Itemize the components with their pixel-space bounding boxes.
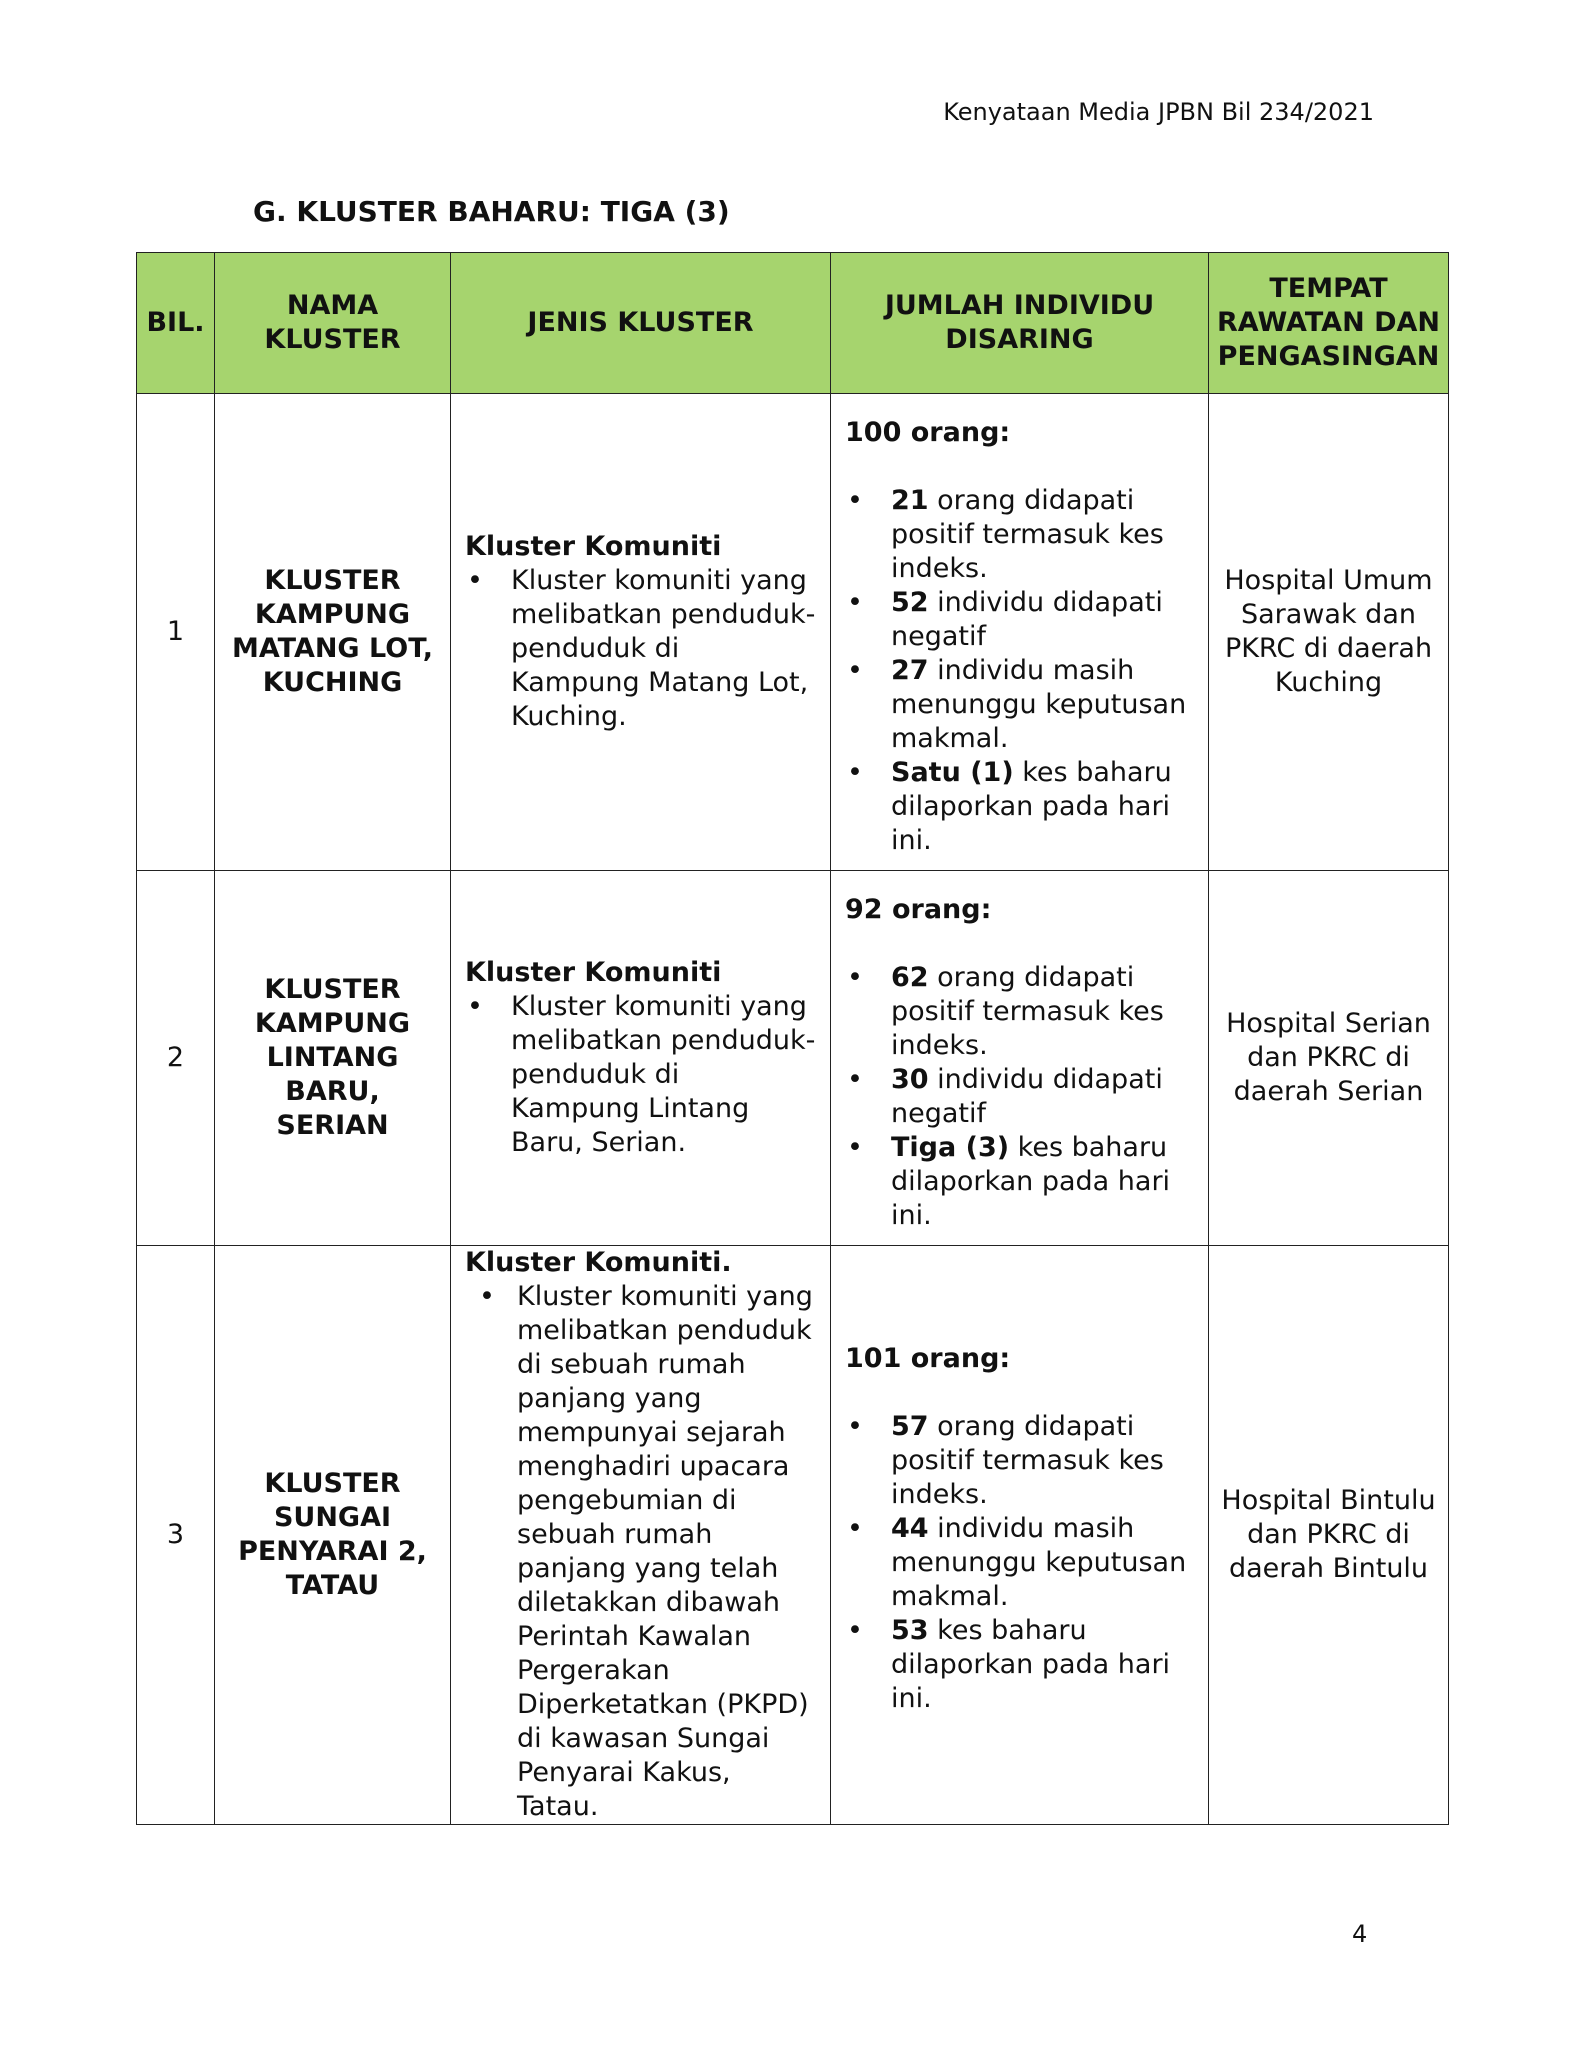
screening-total: 92 orang: <box>845 894 992 925</box>
header-bil: BIL. <box>137 253 215 394</box>
table-row <box>137 871 1449 1246</box>
table-row <box>137 394 1449 871</box>
table-header-row <box>137 253 1449 394</box>
screening-summary <box>831 1246 1209 1825</box>
treatment-place: Hospital Umum Sarawak dan PKRC di daerah Kuching <box>1209 394 1449 871</box>
section-title: G. KLUSTER BAHARU: TIGA (3) <box>253 195 730 228</box>
screening-item: • 30 individu didapati negatif <box>845 1063 1194 1131</box>
page-number: 4 <box>1352 1920 1368 1948</box>
cluster-type-description: • Kluster komuniti yang melibatkan penduduk di sebuah rumah panjang yang mempunyai sejarah menghadiri upacara pengebumian di sebuah rumah panjang yang telah diletakkan dibawah Perintah Kawalan Pergerakan Diperketatkan (PKPD) di kawasan Sungai Penyarai Kakus, Tatau. <box>465 1280 816 1824</box>
cluster-type-description: • Kluster komuniti yang melibatkan penduduk-penduduk di Kampung Matang Lot, Kuching. <box>465 564 816 734</box>
screening-item: • 53 kes baharu dilaporkan pada hari ini. <box>845 1614 1194 1716</box>
row-number: 3 <box>137 1246 215 1825</box>
cluster-type <box>451 1246 831 1825</box>
screening-total: 101 orang: <box>845 1343 1011 1374</box>
cluster-table <box>136 252 1449 1825</box>
cluster-name: KLUSTER KAMPUNG LINTANG BARU, SERIAN <box>215 871 451 1246</box>
screening-summary <box>831 394 1209 871</box>
cluster-name: KLUSTER KAMPUNG MATANG LOT, KUCHING <box>215 394 451 871</box>
header-jenis-kluster: JENIS KLUSTER <box>451 253 831 394</box>
screening-item: • 62 orang didapati positif termasuk kes indeks. <box>845 961 1194 1063</box>
screening-item: • 52 individu didapati negatif <box>845 586 1194 654</box>
header-nama-kluster: NAMA KLUSTER <box>215 253 451 394</box>
cluster-type-description: • Kluster komuniti yang melibatkan penduduk-penduduk di Kampung Lintang Baru, Serian. <box>465 990 816 1160</box>
row-number: 2 <box>137 871 215 1246</box>
table-row <box>137 1246 1449 1825</box>
cluster-type <box>451 871 831 1246</box>
treatment-place: Hospital Serian dan PKRC di daerah Serian <box>1209 871 1449 1246</box>
screening-summary <box>831 871 1209 1246</box>
screening-total: 100 orang: <box>845 417 1011 448</box>
screening-item: • 57 orang didapati positif termasuk kes indeks. <box>845 1410 1194 1512</box>
cluster-type <box>451 394 831 871</box>
document-reference: Kenyataan Media JPBN Bil 234/2021 <box>943 98 1374 126</box>
screening-item: • 27 individu masih menunggu keputusan makmal. <box>845 654 1194 756</box>
screening-item: • 44 individu masih menunggu keputusan makmal. <box>845 1512 1194 1614</box>
screening-item: • Tiga (3) kes baharu dilaporkan pada hari ini. <box>845 1131 1194 1233</box>
screening-item: • Satu (1) kes baharu dilaporkan pada hari ini. <box>845 756 1194 858</box>
treatment-place: Hospital Bintulu dan PKRC di daerah Bintulu <box>1209 1246 1449 1825</box>
cluster-type-title: Kluster Komuniti <box>465 531 722 562</box>
row-number: 1 <box>137 394 215 871</box>
cluster-type-title: Kluster Komuniti. <box>465 1247 732 1278</box>
header-tempat-rawatan: TEMPAT RAWATAN DAN PENGASINGAN <box>1209 253 1449 394</box>
screening-item: • 21 orang didapati positif termasuk kes indeks. <box>845 484 1194 586</box>
header-jumlah-individu: JUMLAH INDIVIDU DISARING <box>831 253 1209 394</box>
cluster-name: KLUSTER SUNGAI PENYARAI 2, TATAU <box>215 1246 451 1825</box>
cluster-type-title: Kluster Komuniti <box>465 957 722 988</box>
